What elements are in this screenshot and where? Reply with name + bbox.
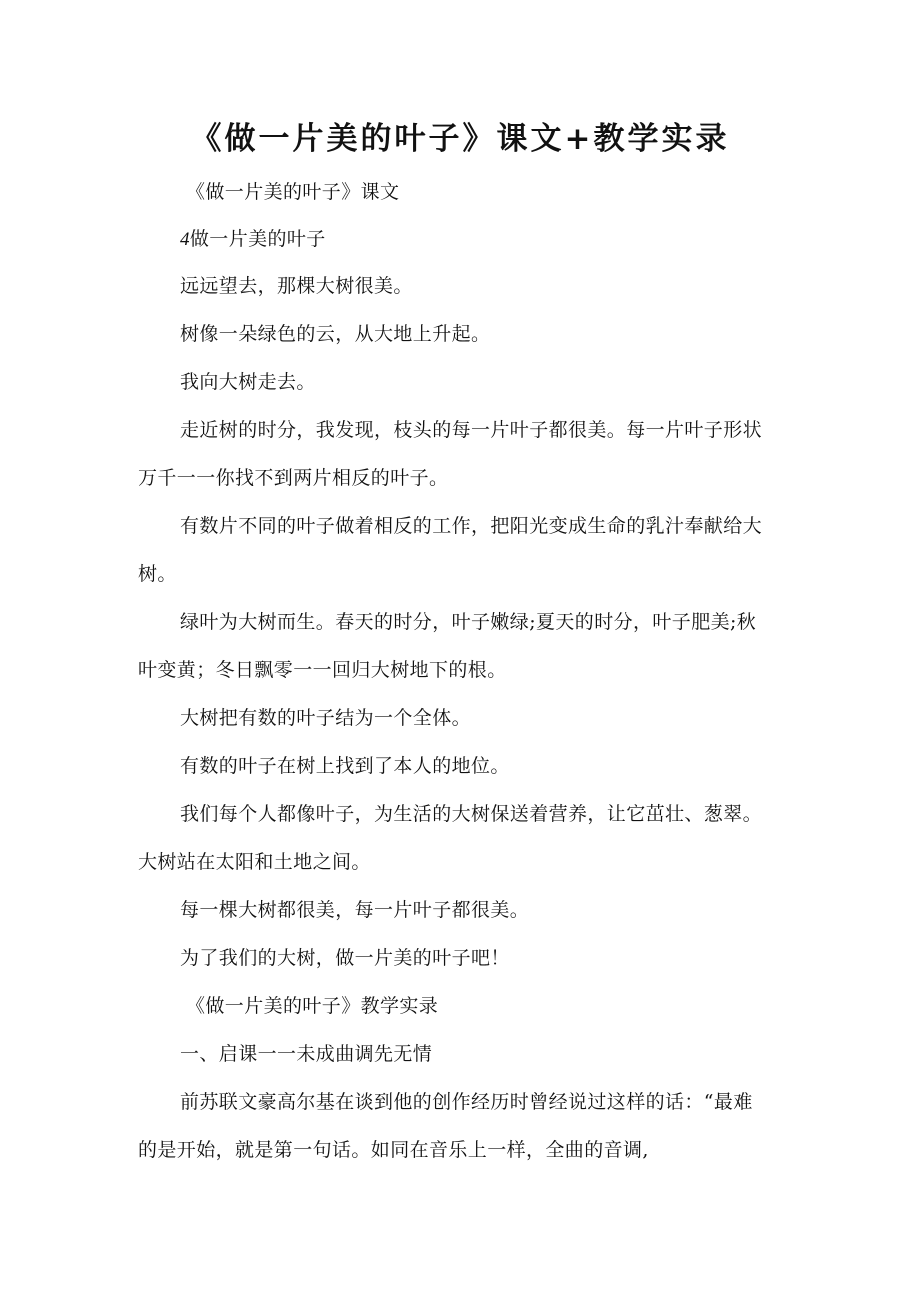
section-1-heading: 一、启课一一未成曲调先无情 [180,1043,433,1065]
lesson-number: 4 [180,229,190,250]
paragraph-4-line-1: 走近树的时分，我发现，枝头的每一片叶子都很美。每一片叶子形状 [180,419,763,441]
paragraph-4-line-2: 万千一一你找不到两片相反的叶子。 [138,467,449,489]
paragraph-1: 远远望去，那棵大树很美。 [180,275,413,297]
lesson-title: 做一片美的叶子 [189,228,326,250]
paragraph-10: 每一棵大树都很美，每一片叶子都很美。 [180,899,530,921]
paragraph-6-line-2: 叶变黄；冬日飘零一一回归大树地下的根。 [138,659,507,681]
paragraph-11: 为了我们的大树，做一片美的叶子吧！ [180,947,510,969]
document-title: 《做一片美的叶子》课文+教学实录 [190,121,730,157]
text-heading: 《做一片美的叶子》课文 [186,181,400,203]
paragraph-5-line-1: 有数片不同的叶子做着相反的工作，把阳光变成生命的乳汁奉献给大 [180,515,763,537]
record-heading: 《做一片美的叶子》教学实录 [186,995,439,1017]
paragraph-7: 大树把有数的叶子结为一个全体。 [180,707,472,729]
paragraph-2: 树像一朵绿色的云，从大地上升起。 [180,323,491,345]
paragraph-12-line-2: 的是开始，就是第一句话。如同在音乐上一样，全曲的音调, [138,1139,649,1161]
paragraph-9-line-1: 我们每个人都像叶子，为生活的大树保送着营养，让它茁壮、葱翠。 [180,803,763,825]
paragraph-3: 我向大树走去。 [180,371,316,393]
paragraph-5-line-2: 树。 [138,563,177,585]
paragraph-12-line-1: 前苏联文豪高尔基在谈到他的创作经历时曾经说过这样的话：“最难 [180,1091,753,1113]
paragraph-9-line-2: 大树站在太阳和土地之间。 [138,851,371,873]
lesson-heading [180,225,326,254]
paragraph-6-line-1: 绿叶为大树而生。春天的时分，叶子嫩绿;夏天的时分，叶子肥美;秋 [180,611,757,633]
paragraph-8: 有数的叶子在树上找到了本人的地位。 [180,755,510,777]
